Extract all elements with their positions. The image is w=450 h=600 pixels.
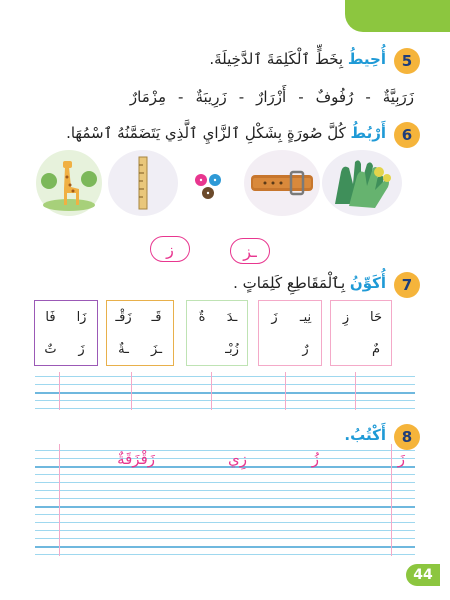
guide-line — [35, 408, 415, 409]
syllable[interactable]: زِ — [342, 309, 350, 325]
margin-line — [131, 372, 132, 410]
model-letter-2: زُ — [311, 450, 319, 468]
separator: - — [238, 88, 245, 106]
base-line — [35, 466, 415, 468]
word[interactable]: زَرَبِيَّةٌ — [382, 88, 414, 106]
word[interactable]: زَرِيبَةٌ — [195, 88, 227, 106]
syllable[interactable]: ةٌ — [198, 309, 206, 325]
instruction-verb: أَرْبُطُ — [350, 124, 386, 142]
guide-line — [35, 400, 415, 401]
exercise-number: 7 — [401, 276, 413, 294]
giraffe-icon — [39, 153, 99, 213]
guide-line — [35, 498, 415, 499]
instruction-text: بِخَطٍّ ٱلْكَلِمَةَ ٱلدَّخِيلَةَ. — [209, 50, 344, 68]
syllable-tile-2 — [258, 300, 322, 366]
syllable-tile-5 — [34, 300, 98, 366]
syllable-tile-4 — [106, 300, 174, 366]
instruction-text: بِٱلْمَقَاطِعِ كَلِمَاتٍ . — [233, 274, 346, 292]
guide-line — [35, 450, 415, 451]
separator: - — [178, 88, 184, 106]
ruler-image[interactable] — [108, 150, 178, 216]
syllable[interactable]: مٌ — [371, 341, 381, 357]
margin-line — [355, 372, 356, 410]
instruction-text: كُلَّ صُورَةٍ بِشَكْلِ ٱلزَّايِ ٱلَّذِي يَتَضَمَّنُهُ ٱسْمُهَا. — [66, 124, 346, 142]
buttons-icon — [189, 168, 229, 204]
syllable[interactable]: ـدَ — [226, 309, 238, 325]
syllable[interactable] — [331, 333, 361, 365]
syllable[interactable]: رٌ — [302, 341, 309, 357]
syllable[interactable]: تٌ — [44, 341, 57, 357]
guide-line — [35, 376, 415, 377]
writing-lines-ex7[interactable] — [35, 372, 415, 410]
exercise-7-instruction — [233, 274, 386, 292]
exercise-number: 6 — [401, 126, 413, 144]
syllable-tile-3 — [186, 300, 248, 366]
syllable[interactable] — [259, 333, 290, 365]
base-line — [35, 546, 415, 548]
shape-label: ـز — [243, 241, 257, 261]
syllable[interactable] — [187, 333, 217, 365]
exercise-number: 5 — [401, 52, 413, 70]
margin-line — [391, 444, 392, 556]
model-letter-3: زِي — [228, 450, 247, 468]
margin-line — [285, 372, 286, 410]
shape-cloud-isolated[interactable] — [150, 236, 190, 262]
gloves-image[interactable] — [322, 150, 402, 216]
guide-line — [35, 530, 415, 531]
instruction-verb: أُحِيطُ — [347, 50, 386, 68]
exercise-6-badge — [394, 122, 420, 148]
syllable[interactable]: فَا — [45, 309, 56, 325]
syllable[interactable]: زَ — [271, 309, 278, 325]
syllable[interactable]: نِيـ — [299, 309, 312, 325]
gloves-icon — [327, 154, 397, 212]
giraffe-image[interactable] — [36, 150, 102, 216]
guide-line — [35, 482, 415, 483]
buttons-image[interactable] — [186, 166, 232, 206]
instruction-verb: أَكْتُبُ. — [344, 426, 386, 444]
syllable[interactable]: حَا — [370, 309, 382, 325]
word[interactable]: مِزْمَارٌ — [129, 88, 167, 106]
exercise-5-badge — [394, 48, 420, 74]
guide-line — [35, 474, 415, 475]
word[interactable]: أَزْرَارٌ — [256, 88, 287, 106]
guide-line — [35, 514, 415, 515]
separator: - — [298, 88, 304, 106]
syllable[interactable]: زُبْـ — [225, 341, 239, 357]
belt-icon — [247, 163, 317, 203]
base-line — [35, 506, 415, 508]
instruction-verb: أُكَوِّنُ — [349, 274, 386, 292]
margin-line — [59, 372, 60, 410]
base-line — [35, 392, 415, 394]
guide-line — [35, 490, 415, 491]
syllable[interactable]: ـزَ — [151, 341, 162, 357]
shape-cloud-connected[interactable] — [230, 238, 270, 264]
syllable[interactable]: ـةٌ — [118, 341, 129, 357]
page-number-label: 44 — [413, 567, 433, 583]
guide-line — [35, 538, 415, 539]
syllable-tile-1 — [330, 300, 392, 366]
model-letter-1: زَ — [397, 450, 405, 468]
shape-label: ز — [166, 239, 174, 259]
guide-line — [35, 554, 415, 555]
exercise-5-words — [124, 88, 420, 106]
exercise-7-badge — [394, 272, 420, 298]
exercise-5-instruction — [209, 50, 386, 68]
word[interactable]: رُفُوفٌ — [315, 88, 354, 106]
belt-image[interactable] — [244, 150, 320, 216]
margin-line — [211, 372, 212, 410]
writing-lines-ex8[interactable] — [35, 444, 415, 556]
margin-line — [59, 444, 60, 556]
guide-line — [35, 458, 415, 459]
header-accent — [345, 0, 450, 32]
model-word: زَقْزَقَةٌ — [117, 450, 155, 468]
ruler-icon — [123, 153, 163, 213]
exercise-number: 8 — [401, 428, 413, 446]
guide-line — [35, 384, 415, 385]
exercise-8-instruction — [344, 426, 386, 444]
separator: - — [365, 88, 371, 106]
syllable[interactable]: زَقْـ — [115, 309, 132, 325]
syllable[interactable]: زَا — [76, 309, 87, 325]
exercise-6-instruction — [66, 124, 386, 142]
page-number — [406, 564, 440, 586]
guide-line — [35, 522, 415, 523]
syllable[interactable]: زَ — [78, 341, 85, 357]
syllable[interactable]: قَـ — [151, 309, 162, 325]
